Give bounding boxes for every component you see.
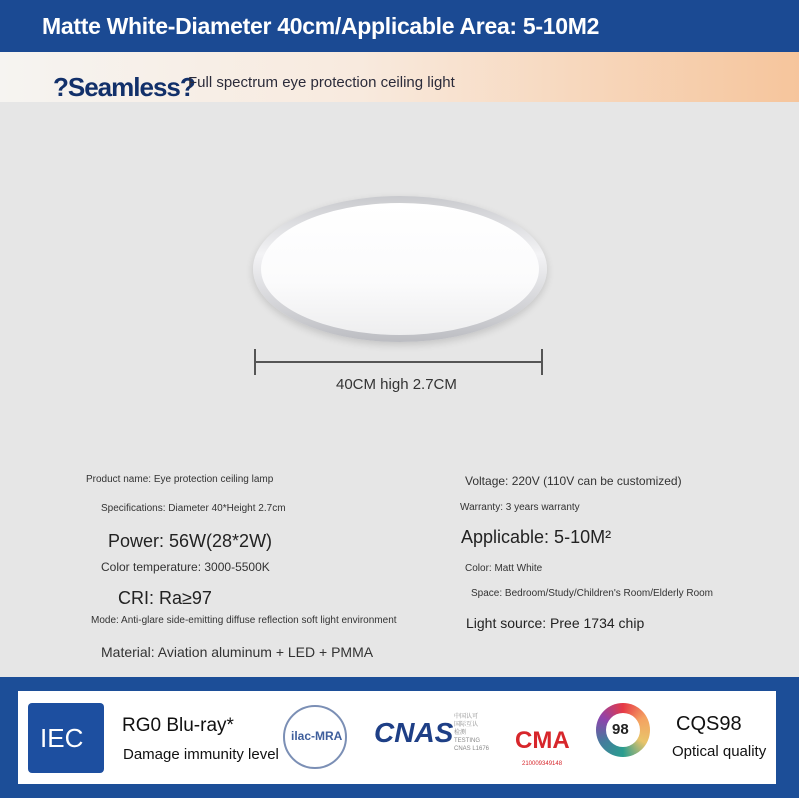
lamp-diffuser — [261, 203, 539, 335]
certification-footer — [0, 677, 799, 798]
page-title: Matte White-Diameter 40cm/Applicable Area: 5-10M2 — [42, 13, 600, 39]
spec-mode: Mode: Anti-glare side-emitting diffuse reflection soft light environment — [91, 615, 397, 626]
header-bar — [0, 0, 799, 52]
product-tagline: Full spectrum eye protection ceiling light — [188, 74, 455, 91]
brand-name: ?Seamless? — [53, 72, 195, 102]
spec-voltage: Voltage: 220V (110V can be customized) — [465, 474, 682, 488]
spec-applicable: Applicable: 5-10M² — [461, 527, 612, 547]
spec-power: Power: 56W(28*2W) — [108, 531, 273, 551]
spec-space: Space: Bedroom/Study/Children's Room/Elderly Room — [471, 588, 714, 599]
spec-cri: CRI: Ra≥97 — [118, 588, 212, 608]
dimension-label: 40CM high 2.7CM — [336, 376, 457, 393]
rg0-subtitle: Damage immunity level — [123, 746, 279, 763]
dimension-tick-right — [541, 349, 543, 375]
dimension-line — [255, 361, 543, 363]
cqs98-title: CQS98 — [676, 713, 742, 735]
spec-light-source: Light source: Pree 1734 chip — [466, 615, 645, 631]
certification-panel — [18, 691, 776, 784]
cqs98-badge-center — [606, 713, 640, 747]
cqs98-badge-number: 98 — [612, 721, 629, 738]
cma-number: 210009349148 — [522, 761, 563, 767]
dimension-tick-left — [254, 349, 256, 375]
subheader-bar — [0, 52, 799, 102]
ilac-mra-text: ilac-MRA — [291, 729, 343, 743]
cnas-small-text: 中国认可 国际互认 检测 TESTING CNAS L1676 — [454, 714, 490, 752]
spec-color-temperature: Color temperature: 3000-5500K — [101, 560, 270, 574]
cqs98-badge-icon — [596, 703, 650, 757]
spec-material: Material: Aviation aluminum + LED + PMMA — [101, 644, 374, 660]
iec-logo-text: IEC — [40, 723, 84, 753]
rg0-title: RG0 Blu-ray* — [122, 715, 234, 736]
cqs98-subtitle: Optical quality — [672, 743, 767, 760]
spec-color: Color: Matt White — [465, 563, 543, 574]
spec-specifications: Specifications: Diameter 40*Height 2.7cm — [101, 503, 286, 514]
cnas-logo: CNAS — [374, 717, 454, 748]
cma-logo: CMA — [515, 727, 570, 754]
iec-logo — [28, 703, 104, 773]
ceiling-lamp-image — [253, 196, 547, 342]
spec-warranty: Warranty: 3 years warranty — [460, 502, 580, 513]
ilac-mra-logo — [283, 705, 347, 769]
spec-product-name: Product name: Eye protection ceiling lamp — [86, 474, 274, 485]
